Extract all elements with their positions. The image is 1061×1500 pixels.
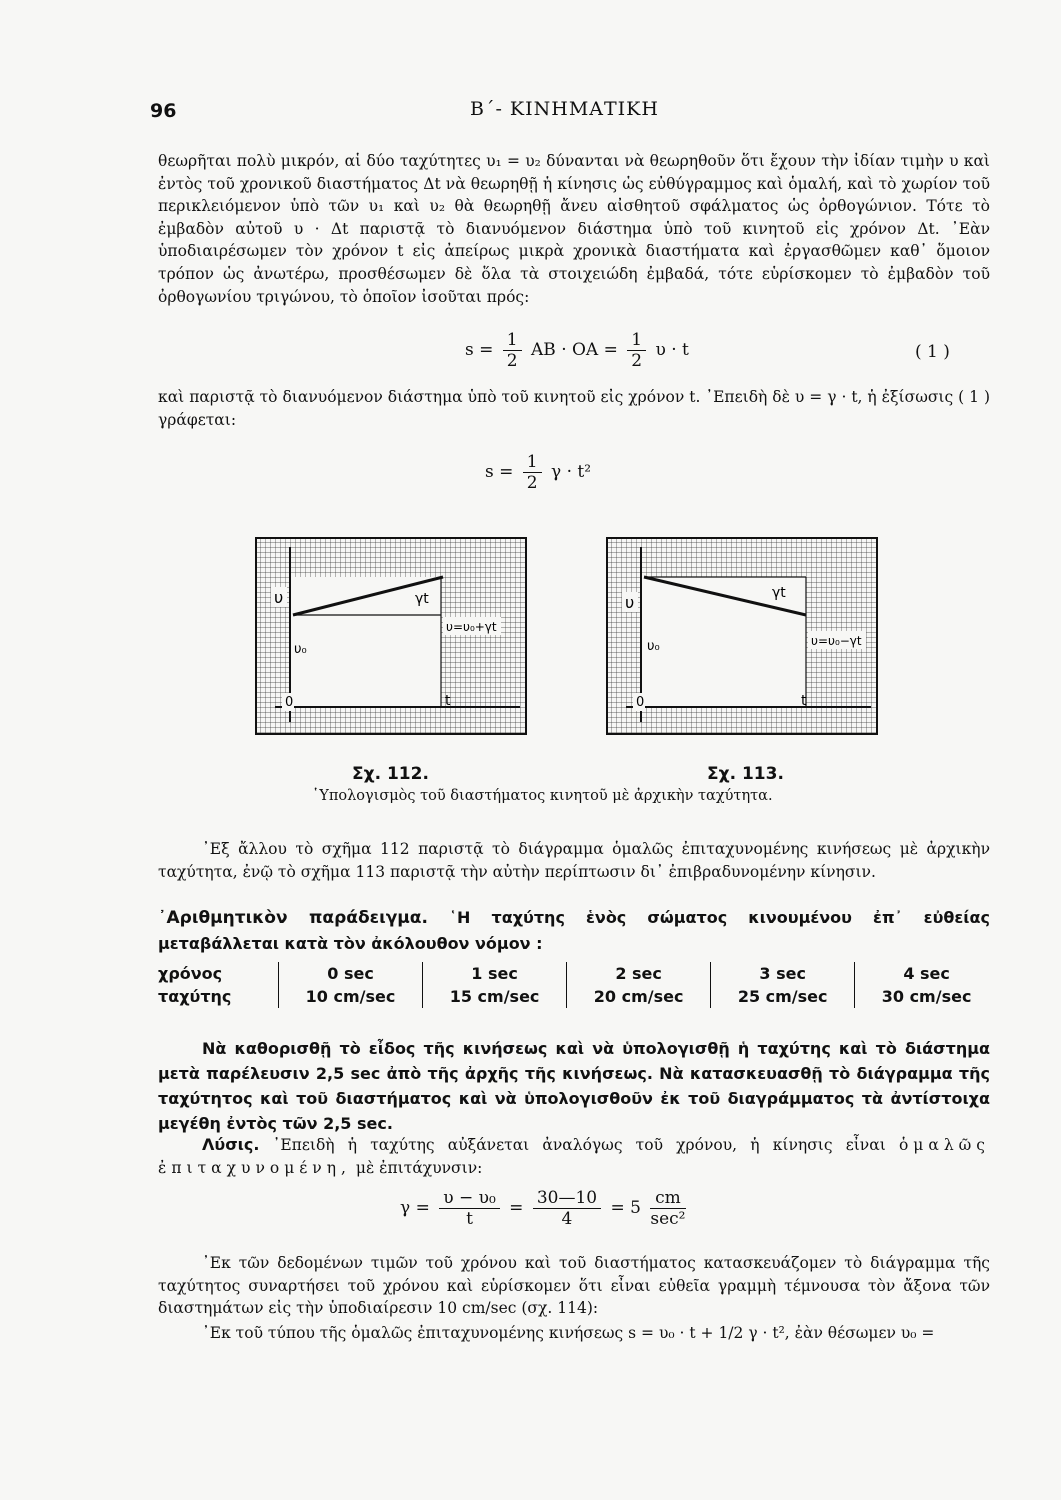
data-table: [158, 962, 998, 1008]
solution-text: ᾽Επειδὴ ἡ ταχύτης αὐξάνεται ἀναλόγως τοῦ χρόνου, ἡ κίνησις εἶναι: [259, 1136, 886, 1154]
fig112-label-gt: γt: [415, 591, 429, 607]
fig112-label-o: 0: [285, 695, 294, 710]
solution-spaced: ὁμαλῶς ἐπιταχυνομένη,: [158, 1136, 990, 1177]
time-cell: 2 sec: [567, 962, 711, 985]
fig112-label-formula: υ=υ₀+γt: [446, 620, 497, 634]
fig113-label-formula: υ=υ₀−γt: [811, 634, 862, 648]
speed-cell: 20 cm/sec: [567, 985, 711, 1008]
solution-heading: Λύσις.: [202, 1135, 260, 1154]
paragraph-7: ᾽Εκ τῶν δεδομένων τιμῶν τοῦ χρόνου καὶ τοῦ διαστήματος κατασκευάζομεν τὸ διάγραμμα τῆς ταχύτητος συναρτήσει τοῦ χρόνου καὶ εὑρίσκομεν ὅτι εἶναι εὐθεῖα γραμμὴ τέμνουσα τὸν ἄξονα τῶν διαστημάτων εἰς τὴν ὑποδιαίρεσιν 10 cm/sec (σχ. 114):: [158, 1254, 990, 1318]
example-heading: ᾽Αριθμητικὸν παράδειγμα.: [158, 908, 428, 928]
example-text: ῾Η ταχύτης ἑνὸς σώματος κινουμένου ἐπ᾽ εὐθείας μεταβάλλεται κατὰ τὸν ἀκόλουθον νόμον :: [158, 908, 991, 953]
fig112-label-v: υ: [274, 588, 284, 607]
speed-cell: 10 cm/sec: [279, 985, 423, 1008]
example-intro: [158, 905, 990, 956]
solution-end: μὲ ἐπιτάχυνσιν:: [350, 1159, 483, 1177]
figure-113: [606, 537, 878, 735]
paragraph-8: ᾽Εκ τοῦ τύπου τῆς ὁμαλῶς ἐπιταχυνομένης κινήσεως s = υ₀ · t + 1/2 γ · t², ἐὰν θέσωμεν υ₀ =: [202, 1324, 935, 1342]
row-label-time: χρόνος: [158, 964, 223, 983]
paragraph-3: ᾽Εξ ἄλλου τὸ σχῆμα 112 παριστᾷ τὸ διάγραμμα ὁμαλῶς ἐπιταχυνομένης κινήσεως μὲ ἀρχικὴν ταχύτητα, ἐνῷ τὸ σχῆμα 113 παριστᾷ τὴν αὐτὴν περίπτωσιν δι᾽ ἐπιβραδυνομένην κίνησιν.: [158, 840, 990, 881]
time-cell: 0 sec: [279, 962, 423, 985]
equation-1: s = $\frac{1}{2}$ AB · OA = $\frac{1}{2}$ υ · t: [465, 330, 689, 371]
fig113-label-gt: γt: [772, 585, 786, 601]
speed-cell: 15 cm/sec: [423, 985, 567, 1008]
paragraph-2: καὶ παριστᾷ τὸ διανυόμενον διάστημα ὑπὸ τοῦ κινητοῦ εἰς χρόνον t. ᾽Επειδὴ δὲ υ = γ · t, ἡ ἐξίσωσις ( 1 ) γράφεται:: [158, 388, 990, 429]
time-cell: 3 sec: [711, 962, 855, 985]
equation-1-tag: ( 1 ): [915, 342, 950, 362]
time-cell: 4 sec: [855, 962, 998, 985]
caption-fig113: Σχ. 113.: [707, 764, 784, 784]
page-number: 96: [150, 100, 177, 122]
fig112-label-t: t: [445, 693, 451, 709]
paragraph-6: [158, 1132, 990, 1180]
fig113-label-v0: υ₀: [647, 639, 660, 654]
time-cell: 1 sec: [423, 962, 567, 985]
speed-cell: 30 cm/sec: [855, 985, 998, 1008]
caption-fig112: Σχ. 112.: [352, 764, 429, 784]
table-row-speed: [158, 985, 998, 1008]
fig113-label-t: t: [801, 693, 807, 709]
fig113-label-o: 0: [636, 695, 645, 710]
fig112-label-v0: υ₀: [294, 642, 307, 657]
paragraph-1: θεωρῆται πολὺ μικρόν, αἱ δύο ταχύτητες υ₁ = υ₂ δύνανται νὰ θεωρηθοῦν ὅτι ἔχουν τὴν ἰδίαν τιμὴν υ καὶ ἐντὸς τοῦ χρονικοῦ διαστήματος Δt νὰ θεωρηθῇ ἡ κίνησις ὡς εὐθύγραμμος καὶ ὁμαλή, καὶ τὸ χωρίον τοῦ περικλειόμενον ὑπὸ τῶν υ₁ καὶ υ₂ θὰ θεωρηθῇ ἄνευ αἰσθητοῦ σφάλματος ὡς ὀρθογώνιον. Τότε τὸ ἐμβαδὸν αὐτοῦ υ · Δt παριστᾷ τὸ διανυόμενον διάστημα ὑπὸ τοῦ κινητοῦ εἰς χρόνον Δt. ᾽Εὰν ὑποδιαιρέσωμεν τὸν χρόνον t εἰς ἀπείρως μικρὰ χρονικὰ διαστήματα καὶ ἐργασθῶμεν καθ᾽ ὅμοιον τρόπον ὡς ἀνωτέρω, προσθέσωμεν δὲ ὅλα τὰ στοιχειώδη ἐμβαδά, τότε εὑρίσκομεν τὸ ἐμβαδὸν τοῦ ὀρθογωνίου τριγώνου, τὸ ὁποῖον ἰσοῦται πρός:: [158, 152, 990, 306]
table-row-time: [158, 962, 998, 985]
equation-2: s = $\frac{1}{2}$ γ · t²: [485, 452, 592, 493]
equation-3: γ = $\frac{\text{υ − υ₀}}{t}$ = $\frac{30—10}{4}$ = 5 $\frac{cm}{\text{sec²}}$: [400, 1188, 686, 1229]
shared-caption: ῾Υπολογισμὸς τοῦ διαστήματος κινητοῦ μὲ ἀρχικὴν ταχύτητα.: [312, 788, 773, 804]
figure-112: [255, 537, 527, 735]
running-title: Β΄- ΚΙΝΗΜΑΤΙΚΗ: [470, 98, 659, 120]
paragraph-5: Νὰ καθορισθῇ τὸ εἶδος τῆς κινήσεως καὶ νὰ ὑπολογισθῇ ἡ ταχύτης καὶ τὸ διάστημα μετὰ παρέλευσιν 2,5 sec ἀπὸ τῆς ἀρχῆς τῆς κινήσεως. Νὰ κατασκευασθῇ τὸ διάγραμμα τῆς ταχύτητος καὶ τοῦ διαστήματος καὶ νὰ ὑπολογισθοῦν ἐκ τοῦ διαγράμματος τὰ ἀντίστοιχα μεγέθη ἐντὸς τῶν 2,5 sec.: [158, 1039, 990, 1133]
row-label-speed: ταχύτης: [158, 987, 232, 1006]
fig113-label-v: υ: [625, 593, 635, 612]
speed-cell: 25 cm/sec: [711, 985, 855, 1008]
